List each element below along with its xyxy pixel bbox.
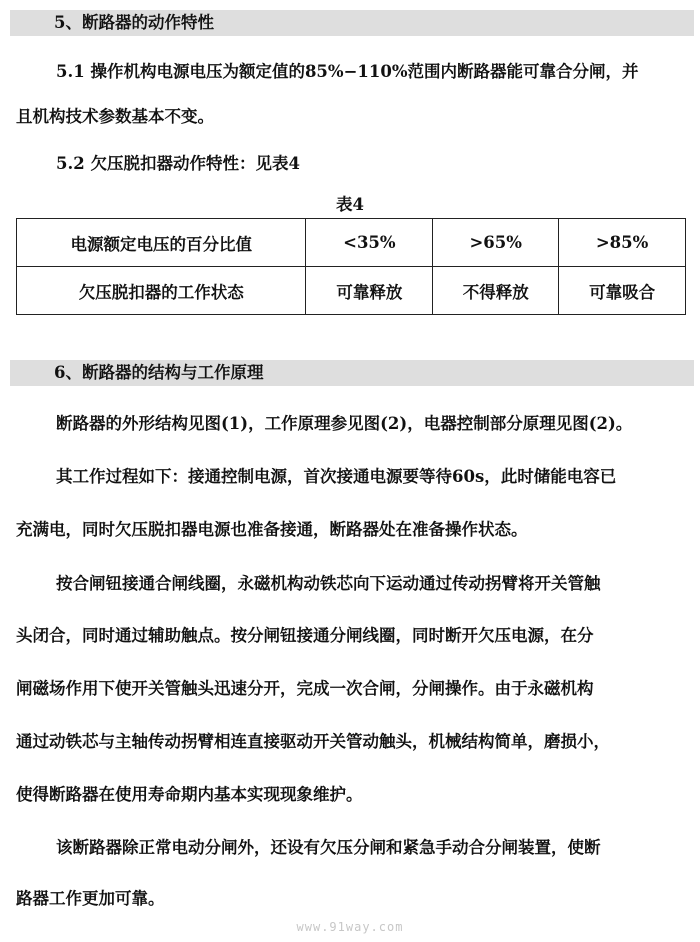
paragraph-line: 路器工作更加可靠。: [16, 889, 165, 908]
table-cell: 可靠吸合: [559, 267, 686, 315]
table-cell: 可靠释放: [306, 267, 433, 315]
table-cell: 不得释放: [433, 267, 559, 315]
table-cell: <35%: [306, 219, 433, 267]
section-5-heading-band: [10, 10, 694, 36]
paragraph-line: 断路器的外形结构见图(1)，工作原理参见图(2)，电器控制部分原理见图(2)。: [56, 414, 633, 433]
watermark: www.91way.com: [296, 920, 404, 934]
paragraph-line: 头闭合，同时通过辅助触点。按分闸钮接通分闸线圈，同时断开欠压电源，在分: [16, 626, 594, 645]
section-6-heading-band: [10, 360, 694, 386]
section-6-heading: 6、断路器的结构与工作原理: [54, 363, 264, 382]
table-4-caption: 表4: [336, 195, 364, 214]
paragraph-line: 通过动铁芯与主轴传动拐臂相连直接驱动开关管动触头，机械结构简单，磨损小，: [16, 732, 610, 751]
paragraph-line: 该断路器除正常电动分闸外，还设有欠压分闸和紧急手动合分闸装置，使断: [56, 838, 601, 857]
table-cell-row-header: 电源额定电压的百分比值: [17, 219, 306, 267]
paragraph-line: 按合闸钮接通合闸线圈，永磁机构动铁芯向下运动通过传动拐臂将开关管触: [56, 574, 601, 593]
table-4: [16, 218, 686, 315]
paragraph-5-2: 5.2 欠压脱扣器动作特性：见表4: [56, 154, 300, 173]
table-cell: >85%: [559, 219, 686, 267]
paragraph-5-1-line-1: 5.1 操作机构电源电压为额定值的85%−110%范围内断路器能可靠合分闸，并: [56, 62, 639, 81]
table-cell-row-header: 欠压脱扣器的工作状态: [17, 267, 306, 315]
paragraph-line: 其工作过程如下：接通控制电源，首次接通电源要等待60s，此时储能电容已: [56, 467, 617, 486]
paragraph-line: 使得断路器在使用寿命期内基本实现现象维护。: [16, 785, 363, 804]
paragraph-line: 充满电，同时欠压脱扣器电源也准备接通，断路器处在准备操作状态。: [16, 520, 528, 539]
paragraph-5-1-line-2: 且机构技术参数基本不变。: [16, 107, 214, 126]
section-5-heading: 5、断路器的动作特性: [54, 13, 214, 32]
table-row: [17, 267, 686, 315]
table-row: [17, 219, 686, 267]
table-cell: >65%: [433, 219, 559, 267]
paragraph-line: 闸磁场作用下使开关管触头迅速分开，完成一次合闸，分闸操作。由于永磁机构: [16, 679, 594, 698]
